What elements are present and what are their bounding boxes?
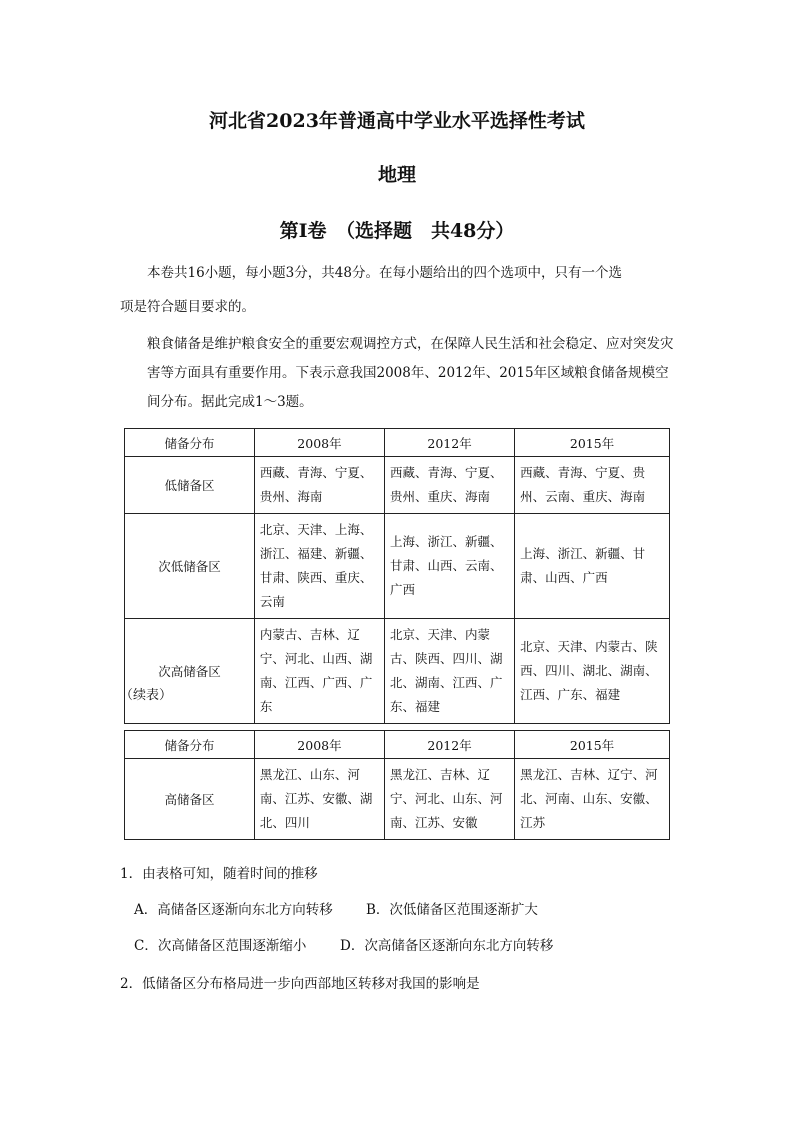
material-paragraph [120, 330, 680, 417]
question-1-option-b: B．次低储备区范围逐渐扩大 [366, 902, 538, 918]
header-2012: 2012年 [385, 731, 515, 759]
table-header-row [125, 429, 670, 457]
question-2-stem: 2．低储备区分布格局进一步向西部地区转移对我国的影响是 [120, 976, 480, 992]
question-1-option-c: C．次高储备区范围逐渐缩小 [134, 938, 307, 954]
subject-title: 地理 [377, 164, 416, 186]
cell-2012: 西藏、青海、宁夏、贵州、重庆、海南 [385, 457, 515, 514]
cell-2008: 西藏、青海、宁夏、贵州、海南 [254, 457, 384, 514]
question-1-option-d: D．次高储备区逐渐向东北方向转移 [340, 938, 554, 954]
header-2015: 2015年 [515, 429, 670, 457]
header-distribution: 储备分布 [125, 731, 255, 759]
cell-2015: 北京、天津、内蒙古、陕西、四川、湖北、湖南、江西、广东、福建 [515, 619, 670, 724]
continued-label: （续表） [120, 688, 173, 703]
table-row [125, 619, 670, 724]
header-distribution: 储备分布 [125, 429, 255, 457]
grain-reserve-table [124, 428, 670, 724]
cell-2015: 黑龙江、吉林、辽宁、河北、河南、山东、安徽、江苏 [515, 759, 670, 840]
instructions [120, 256, 680, 324]
grain-reserve-table-continued [124, 730, 670, 840]
table-header-row [125, 731, 670, 759]
header-2012: 2012年 [385, 429, 515, 457]
header-2008: 2008年 [254, 731, 384, 759]
header-2008: 2008年 [254, 429, 384, 457]
table-row [125, 514, 670, 619]
instructions-line-1: 本卷共16小题，每小题3分，共48分。在每小题给出的四个选项中，只有一个选 [147, 265, 622, 281]
header-2015: 2015年 [515, 731, 670, 759]
row-label: 低储备区 [125, 457, 255, 514]
cell-2012: 黑龙江、吉林、辽宁、河北、山东、河南、江苏、安徽 [385, 759, 515, 840]
table-row [125, 759, 670, 840]
cell-2015: 上海、浙江、新疆、甘肃、山西、广西 [515, 514, 670, 619]
cell-2008: 北京、天津、上海、浙江、福建、新疆、甘肃、陕西、重庆、云南 [254, 514, 384, 619]
cell-2012: 北京、天津、内蒙古、陕西、四川、湖北、湖南、江西、广东、福建 [385, 619, 515, 724]
cell-2008: 内蒙古、吉林、辽宁、河北、山西、湖南、江西、广西、广东 [254, 619, 384, 724]
cell-2015: 西藏、青海、宁夏、贵州、云南、重庆、海南 [515, 457, 670, 514]
instructions-line-2: 项是符合题目要求的。 [120, 299, 255, 315]
row-label: 次高储备区 [125, 619, 255, 724]
material-text: 粮食储备是维护粮食安全的重要宏观调控方式，在保障人民生活和社会稳定、应对突发灾害等方面具有重要作用。下表示意我国2008年、2012年、2015年区域粮食储备规模空间分布。据此完成1～3题。 [147, 336, 674, 410]
row-label: 次低储备区 [125, 514, 255, 619]
question-1-option-a: A．高储备区逐渐向东北方向转移 [134, 902, 333, 918]
cell-2008: 黑龙江、山东、河南、江苏、安徽、湖北、四川 [254, 759, 384, 840]
cell-2012: 上海、浙江、新疆、甘肃、山西、云南、广西 [385, 514, 515, 619]
table-row [125, 457, 670, 514]
section-title: 第Ⅰ卷 （选择题 共48分） [279, 220, 515, 242]
exam-title: 河北省2023年普通高中学业水平选择性考试 [209, 110, 585, 132]
question-1-stem: 1．由表格可知，随着时间的推移 [120, 866, 318, 882]
row-label: 高储备区 [125, 759, 255, 840]
